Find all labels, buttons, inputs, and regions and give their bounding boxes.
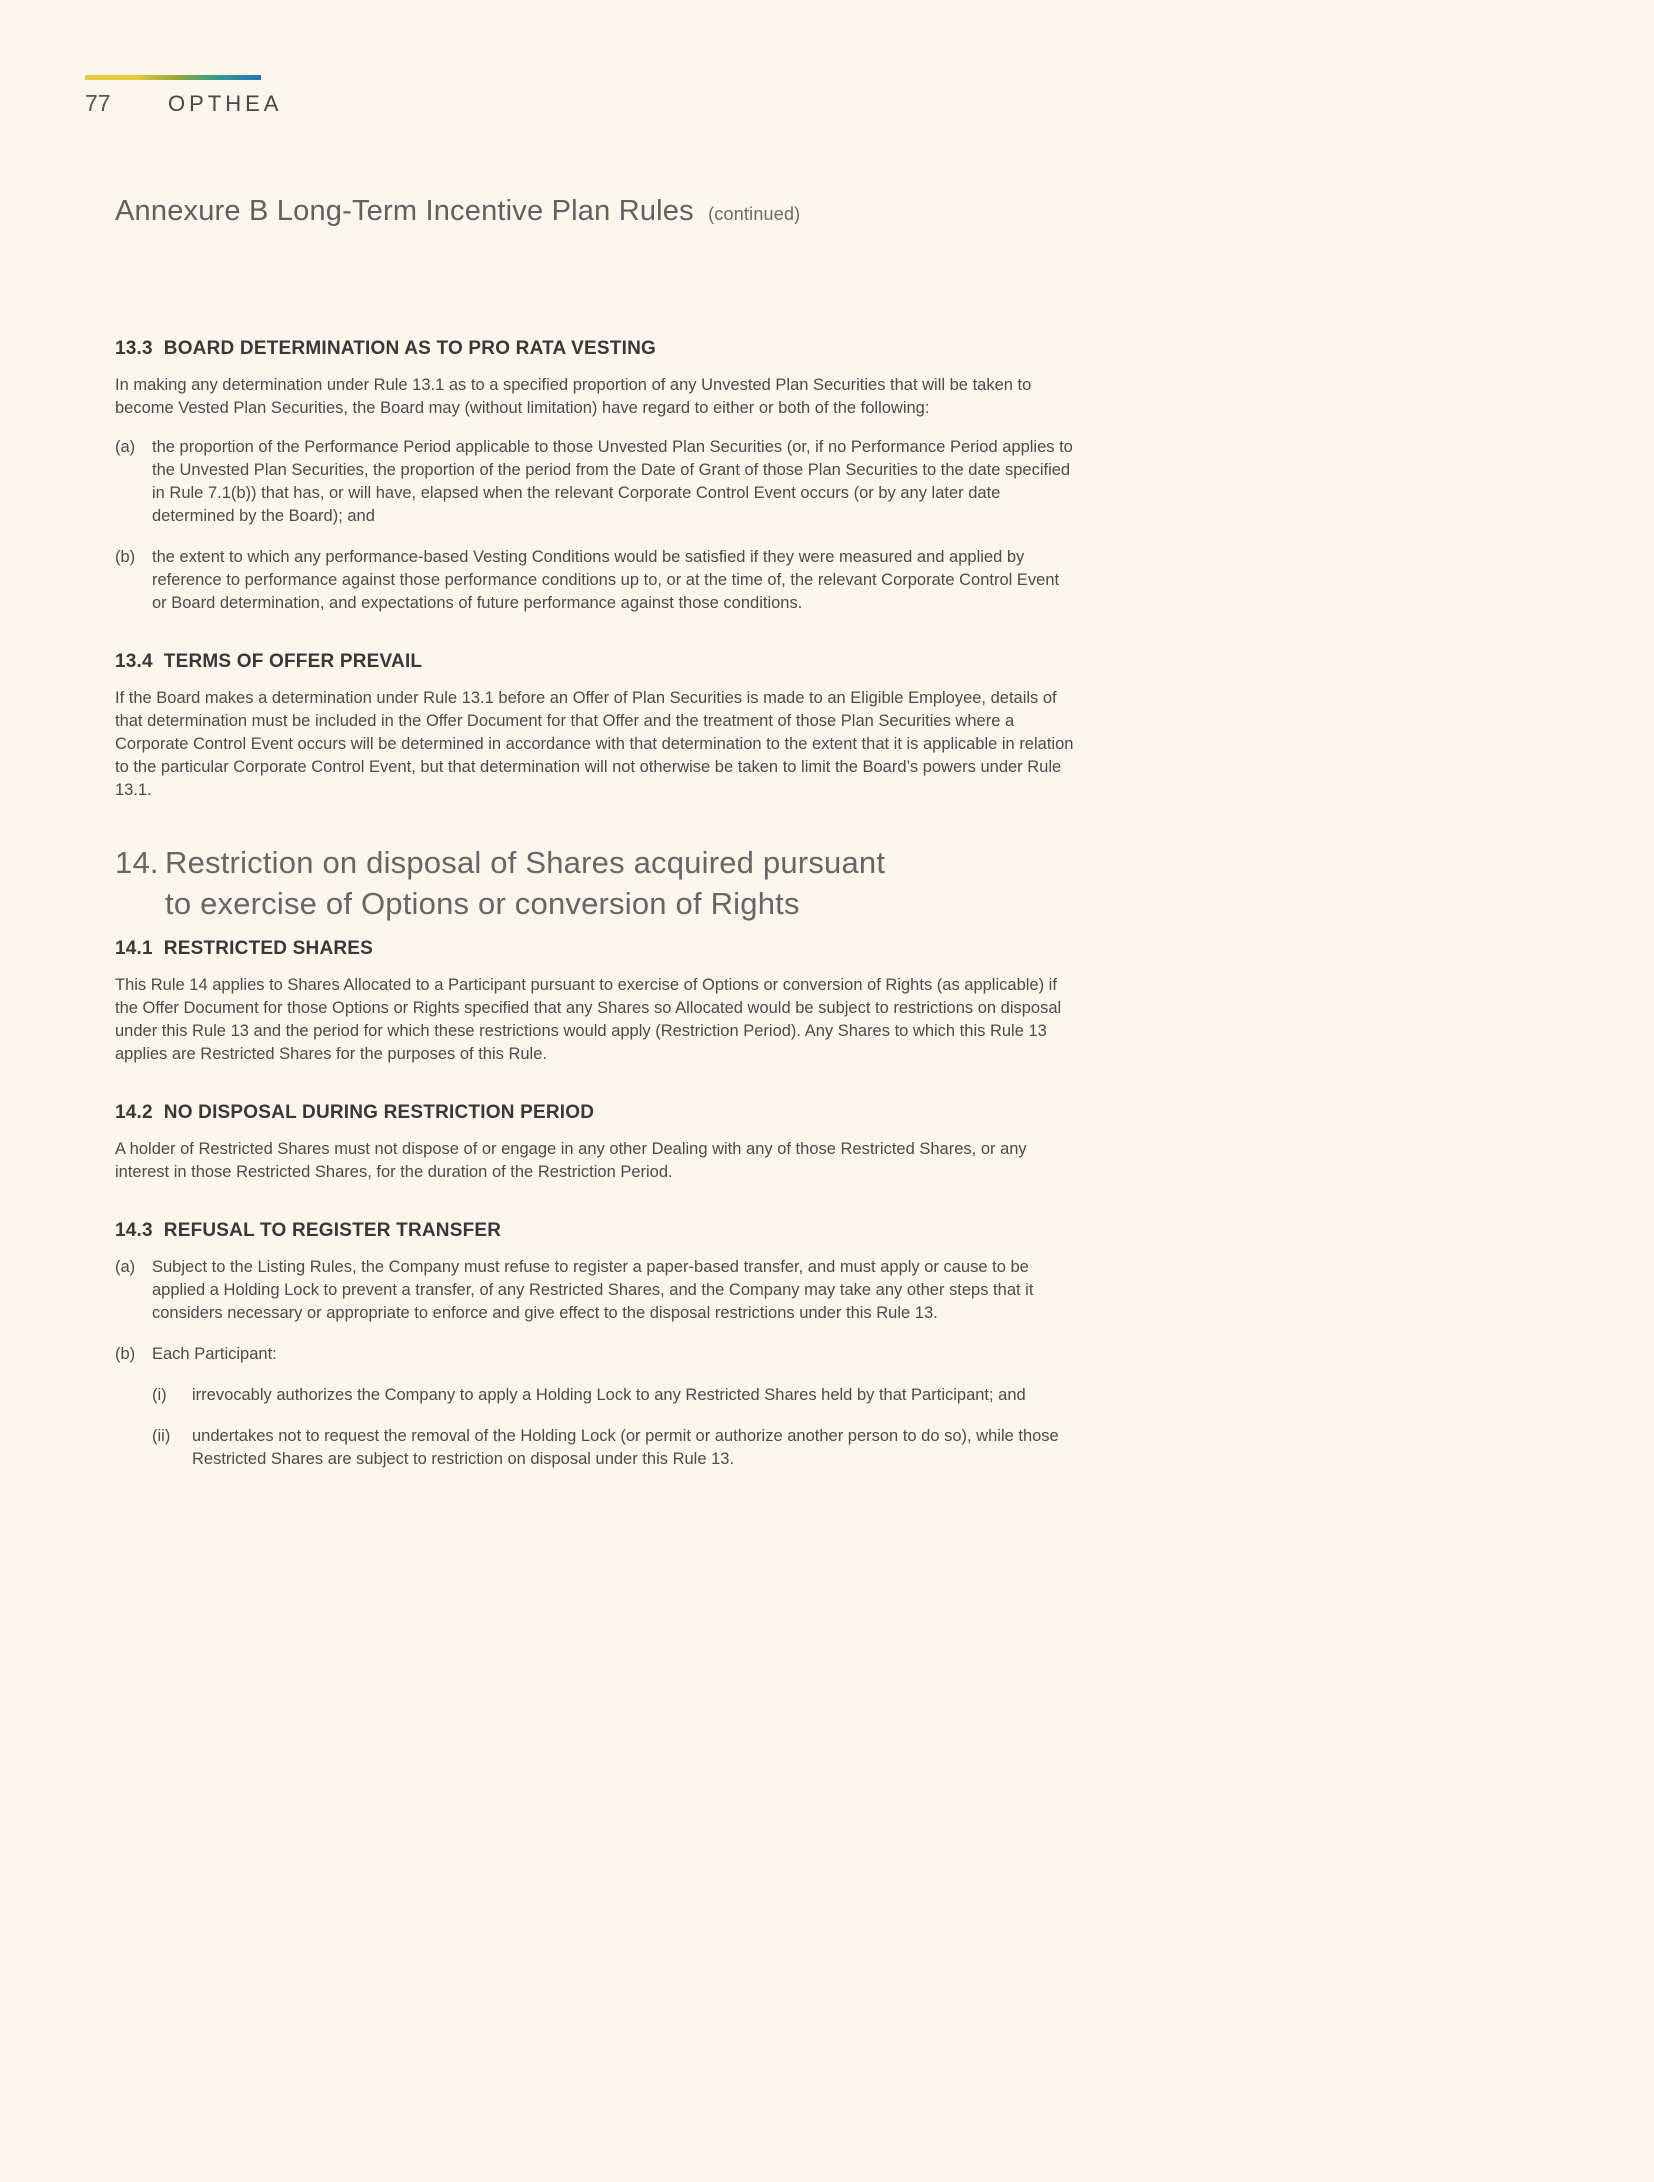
list-text: irrevocably authorizes the Company to apply a Holding Lock to any Restricted Shares held by that Participant; and xyxy=(192,1386,1026,1404)
section-14-2-body: A holder of Restricted Shares must not dispose of or engage in any other Dealing with any of those Restricted Shares, or any interest in those Restricted Shares, for the duration of the Restriction Period. xyxy=(115,1140,1027,1181)
section-14-2-heading xyxy=(115,1102,1077,1124)
list-label: (ii) xyxy=(152,1427,171,1445)
section-14-title-line1: Restriction on disposal of Shares acquired pursuant xyxy=(165,845,886,880)
section-13-4-heading xyxy=(115,651,1077,673)
section-14-3 xyxy=(115,1220,1077,1471)
section-14-1-number: 14.1 xyxy=(115,938,153,959)
section-14-1-title: RESTRICTED SHARES xyxy=(163,938,374,959)
section-14-3-number: 14.3 xyxy=(115,1220,153,1241)
section-14-title xyxy=(165,842,885,924)
list-label: (a) xyxy=(115,1258,136,1276)
page-number: 77 xyxy=(85,90,111,116)
section-13-3-heading xyxy=(115,338,1077,360)
section-13-4-title: TERMS OF OFFER PREVAIL xyxy=(163,651,423,672)
section-14-heading xyxy=(115,842,1077,924)
list-label: (i) xyxy=(152,1386,167,1404)
section-14-3-heading xyxy=(115,1220,1077,1242)
section-13-3-number: 13.3 xyxy=(115,338,153,359)
list-label: (b) xyxy=(115,548,136,566)
list-text: Each Participant: xyxy=(152,1345,277,1363)
list-item-14-3-b xyxy=(115,1343,1077,1366)
annexure-title-text: Annexure B Long-Term Incentive Plan Rules xyxy=(115,195,694,227)
sub-item-14-3-b-i xyxy=(152,1384,1077,1407)
page-header xyxy=(85,75,1654,117)
section-14-1 xyxy=(115,938,1077,1066)
page-header-row xyxy=(85,90,1654,117)
list-text: undertakes not to request the removal of the Holding Lock (or permit or authorize another person to do so), while those Restricted Shares are subject to restriction on disposal under this Rule 13. xyxy=(192,1427,1059,1468)
section-13-4 xyxy=(115,651,1077,802)
section-13-3 xyxy=(115,338,1077,615)
section-13-3-intro: In making any determination under Rule 13.1 as to a specified proportion of any Unvested Plan Securities that will be taken to become Vested Plan Securities, the Board may (without limitation) have regard to either or both of the following: xyxy=(115,376,1032,417)
section-14-number: 14. xyxy=(115,845,159,880)
section-13-4-number: 13.4 xyxy=(115,651,153,672)
section-14-1-heading xyxy=(115,938,1077,960)
brand-logo: OPTHEA xyxy=(168,91,283,116)
section-14-2 xyxy=(115,1102,1077,1184)
sub-list-14-3-b xyxy=(152,1384,1077,1471)
list-label: (a) xyxy=(115,438,136,456)
list-text: Subject to the Listing Rules, the Company must refuse to register a paper-based transfer, and must apply or cause to be applied a Holding Lock to prevent a transfer, of any Restricted Shares, and the Company may take any other steps that it considers necessary or appropriate to enforce and give effect to the disposal restrictions under this Rule 13. xyxy=(152,1258,1034,1322)
list-text: the extent to which any performance-based Vesting Conditions would be satisfied if they were measured and applied by reference to performance against those performance conditions up to, or at the time of, the relevant Corporate Control Event or Board determination, and expectations of future performance against those conditions. xyxy=(152,548,1060,612)
list-item-13-3-a xyxy=(115,436,1077,528)
brand-accent-bar xyxy=(85,75,261,80)
section-14-1-body: This Rule 14 applies to Shares Allocated to a Participant pursuant to exercise of Options or conversion of Rights (as applicable) if the Offer Document for those Options or Rights specified that any Shares so Allocated would be subject to restrictions on disposal under this Rule 13 and the period for which these restrictions would apply (Restriction Period). Any Shares to which this Rule 13 applies are Restricted Shares for the purposes of this Rule. xyxy=(115,976,1062,1063)
section-13-3-title: BOARD DETERMINATION AS TO PRO RATA VESTING xyxy=(163,338,656,359)
list-item-13-3-b xyxy=(115,546,1077,615)
list-label: (b) xyxy=(115,1345,136,1363)
list-text: the proportion of the Performance Period applicable to those Unvested Plan Securities (or, if no Performance Period applies to the Unvested Plan Securities, the proportion of the period from the Date of Grant of those Plan Securities to the date specified in Rule 7.1(b)) that has, or will have, elapsed when the relevant Corporate Control Event occurs (or by any later date determined by the Board); and xyxy=(152,438,1073,525)
annexure-title xyxy=(115,195,1077,228)
document-content xyxy=(115,195,1077,1471)
section-14-3-title: REFUSAL TO REGISTER TRANSFER xyxy=(163,1220,502,1241)
sub-item-14-3-b-ii xyxy=(152,1425,1077,1471)
section-14-2-number: 14.2 xyxy=(115,1102,153,1123)
section-14-title-line2: to exercise of Options or conversion of Rights xyxy=(165,886,800,921)
section-14-2-title: NO DISPOSAL DURING RESTRICTION PERIOD xyxy=(163,1102,595,1123)
annexure-title-suffix: (continued) xyxy=(708,204,801,224)
section-14 xyxy=(115,842,1077,924)
section-13-4-body: If the Board makes a determination under Rule 13.1 before an Offer of Plan Securities is made to an Eligible Employee, details of that determination must be included in the Offer Document for that Offer and the treatment of those Plan Securities where a Corporate Control Event occurs will be determined in accordance with that determination to the extent that it is applicable in relation to the particular Corporate Control Event, but that determination will not otherwise be taken to limit the Board’s powers under Rule 13.1. xyxy=(115,689,1074,799)
list-item-14-3-a xyxy=(115,1256,1077,1325)
